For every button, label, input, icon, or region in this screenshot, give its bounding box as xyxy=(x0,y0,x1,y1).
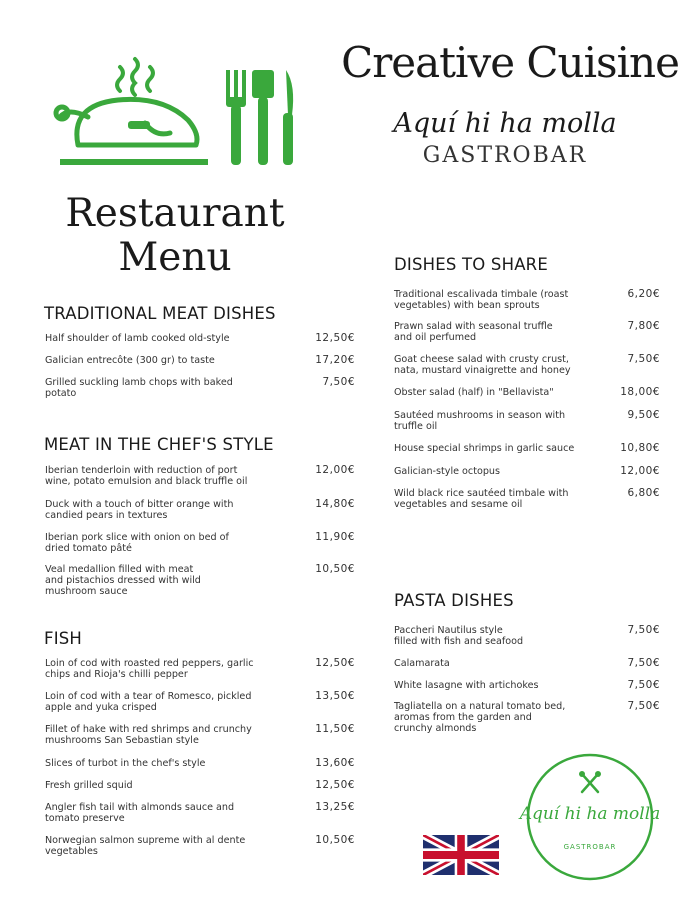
item-name: White lasagne with artichokes xyxy=(394,680,539,691)
section-title-pasta: PASTA DISHES xyxy=(394,591,514,610)
item-price: 12,00€ xyxy=(620,465,660,477)
menu-title xyxy=(40,192,310,280)
item-price: 10,80€ xyxy=(620,442,660,454)
item-price: 13,50€ xyxy=(315,690,355,702)
item-price: 17,20€ xyxy=(315,354,355,366)
item-name: Galician-style octopus xyxy=(394,466,501,477)
menu-item xyxy=(394,488,660,522)
menu-item xyxy=(45,532,355,566)
menu-item xyxy=(394,701,660,735)
badge-subtitle: GASTROBAR xyxy=(563,843,617,851)
item-name: Obster salad (half) in "Bellavista" xyxy=(394,387,554,398)
item-name: Veal medallion filled with meat and pistachios dressed with wild mushroom sauce xyxy=(45,564,201,598)
section-title-share: DISHES TO SHARE xyxy=(394,255,548,274)
item-price: 12,00€ xyxy=(315,464,355,476)
item-name: Norwegian salmon supreme with al dente vegetables xyxy=(45,835,246,858)
item-name: Loin of cod with roasted red peppers, garlic chips and Rioja's chilli pepper xyxy=(45,658,254,681)
menu-item xyxy=(394,410,660,444)
item-price: 10,50€ xyxy=(315,834,355,846)
item-name: Iberian pork slice with onion on bed of dried tomato pâté xyxy=(45,532,229,555)
item-name: Calamarata xyxy=(394,658,450,669)
item-name: Angler fish tail with almonds sauce and tomato preserve xyxy=(45,802,235,825)
item-price: 7,50€ xyxy=(322,376,355,388)
brand-script: Aquí hi ha molla xyxy=(393,108,617,139)
item-price: 7,80€ xyxy=(627,320,660,332)
menu-item xyxy=(45,564,355,598)
brand-subtitle: GASTROBAR xyxy=(422,143,588,168)
item-price: 7,50€ xyxy=(627,679,660,691)
food-illustration xyxy=(50,55,300,170)
item-price: 7,50€ xyxy=(627,624,660,636)
menu-item xyxy=(394,289,660,323)
item-name: Fresh grilled squid xyxy=(45,780,133,791)
section-title-traditional: TRADITIONAL MEAT DISHES xyxy=(44,304,276,323)
item-price: 7,50€ xyxy=(627,657,660,669)
menu-item xyxy=(45,691,355,725)
section-title-fish: FISH xyxy=(44,629,83,648)
item-name: Slices of turbot in the chef's style xyxy=(45,758,206,769)
item-name: Prawn salad with seasonal truffle and oil perfumed xyxy=(394,321,553,344)
item-price: 6,20€ xyxy=(627,288,660,300)
item-price: 11,50€ xyxy=(315,723,355,735)
item-price: 6,80€ xyxy=(627,487,660,499)
item-name: Sautéed mushrooms in season with truffle oil xyxy=(394,410,566,433)
item-price: 9,50€ xyxy=(627,409,660,421)
item-price: 10,50€ xyxy=(315,563,355,575)
item-name: Wild black rice sautéed timbale with vegetables and sesame oil xyxy=(394,488,569,511)
menu-item xyxy=(45,465,355,499)
menu-item xyxy=(394,321,660,355)
menu-item xyxy=(45,724,355,758)
menu-item xyxy=(45,658,355,692)
menu-title-line-1: Restaurant xyxy=(65,191,285,236)
item-name: Iberian tenderloin with reduction of port wine, potato emulsion and black truffle oil xyxy=(45,465,248,488)
item-price: 18,00€ xyxy=(620,386,660,398)
item-name: Grilled suckling lamb chops with baked potato xyxy=(45,377,233,400)
badge-script: Aquí hi ha molla xyxy=(519,804,661,824)
brand-badge xyxy=(519,752,661,882)
item-price: 7,50€ xyxy=(627,353,660,365)
item-price: 11,90€ xyxy=(315,531,355,543)
section-title-chef: MEAT IN THE CHEF'S STYLE xyxy=(44,435,274,454)
item-name: Goat cheese salad with crusty crust, nata, mustard vinaigrette and honey xyxy=(394,354,571,377)
item-name: Galician entrecôte (300 gr) to taste xyxy=(45,355,215,366)
menu-item xyxy=(394,625,660,659)
menu-item xyxy=(394,354,660,388)
menu-item xyxy=(45,835,355,869)
item-price: 13,60€ xyxy=(315,757,355,769)
item-price: 12,50€ xyxy=(315,657,355,669)
item-price: 12,50€ xyxy=(315,332,355,344)
item-name: Half shoulder of lamb cooked old-style xyxy=(45,333,230,344)
item-name: Loin of cod with a tear of Romesco, pickled apple and yuka crisped xyxy=(45,691,252,714)
menu-item xyxy=(45,802,355,836)
item-price: 14,80€ xyxy=(315,498,355,510)
item-price: 7,50€ xyxy=(627,700,660,712)
item-name: Tagliatella on a natural tomato bed, aromas from the garden and crunchy almonds xyxy=(394,701,566,735)
item-price: 13,25€ xyxy=(315,801,355,813)
item-price: 12,50€ xyxy=(315,779,355,791)
menu-title-line-2: Menu xyxy=(118,235,232,280)
item-name: Paccheri Nautilus style filled with fish and seafood xyxy=(394,625,524,648)
brand-title: Creative Cuisine xyxy=(341,38,679,87)
uk-flag-icon[interactable] xyxy=(423,835,499,875)
item-name: Traditional escalivada timbale (roast vegetables) with bean sprouts xyxy=(394,289,569,312)
item-name: Duck with a touch of bitter orange with candied pears in textures xyxy=(45,499,234,522)
item-name: Fillet of hake with red shrimps and crunchy mushrooms San Sebastian style xyxy=(45,724,252,747)
menu-item xyxy=(45,377,355,411)
menu-item xyxy=(45,499,355,533)
item-name: House special shrimps in garlic sauce xyxy=(394,443,575,454)
